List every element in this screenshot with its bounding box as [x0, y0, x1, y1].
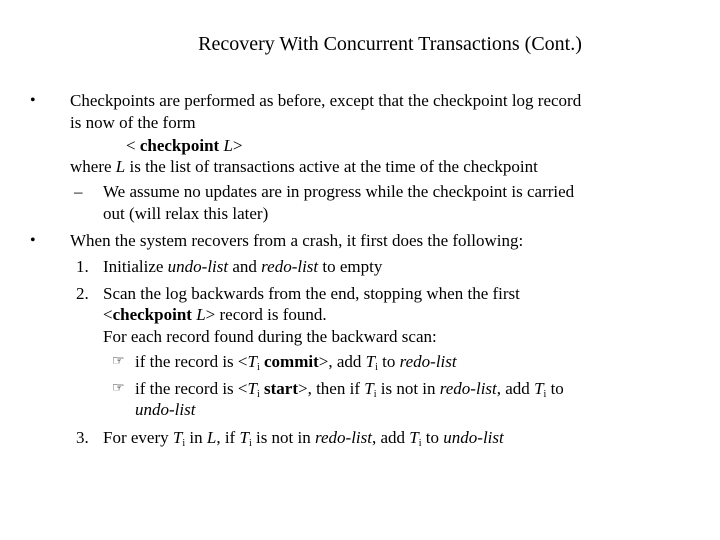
sub-bullet-line-2: out (will relax this later) [103, 204, 269, 223]
scan-rule-start-line-1: if the record is $<T_i$ start>, then if $T_i$ is not in redo-list, add $T_i$ to [135, 379, 564, 400]
step-2-number: 2. [76, 284, 89, 303]
bullet-1-line-1: Checkpoints are performed as before, except that the checkpoint log record [70, 91, 582, 110]
sub-bullet-line-1: We assume no updates are in progress while the checkpoint is carried [103, 182, 575, 201]
scan-rule-commit: if the record is $<T_i$ commit>, add $T_i$ to redo-list [135, 352, 457, 373]
bullet-2-line-1: When the system recovers from a crash, it first does the following: [70, 231, 524, 250]
dash-icon: – [74, 182, 83, 201]
step-3-text: For every $T_i$ in L, if $T_i$ is not in redo-list, add $T_i$ to undo-list [103, 428, 504, 449]
bullet-icon: • [30, 92, 36, 109]
bullet-1-line-4: where L is the list of transactions active at the time of the checkpoint [70, 157, 538, 176]
bullet-1-line-3: < checkpoint L> [126, 136, 243, 155]
scan-rule-start-line-2: undo-list [135, 400, 196, 419]
step-2-line-1: Scan the log backwards from the end, stopping when the first [103, 284, 520, 303]
hand-pointer-icon: ☞ [112, 381, 125, 396]
step-3-number: 3. [76, 428, 89, 447]
bullet-icon: • [30, 232, 36, 249]
bullet-1-line-2: is now of the form [70, 113, 196, 132]
slide-title: Recovery With Concurrent Transactions (Cont.) [198, 33, 582, 55]
hand-pointer-icon: ☞ [112, 354, 125, 369]
step-1-number: 1. [76, 257, 89, 276]
step-1-text: Initialize undo-list and redo-list to empty [103, 257, 383, 276]
step-2-line-2: <checkpoint L> record is found. [103, 305, 327, 324]
step-2-line-3: For each record found during the backward scan: [103, 327, 437, 346]
